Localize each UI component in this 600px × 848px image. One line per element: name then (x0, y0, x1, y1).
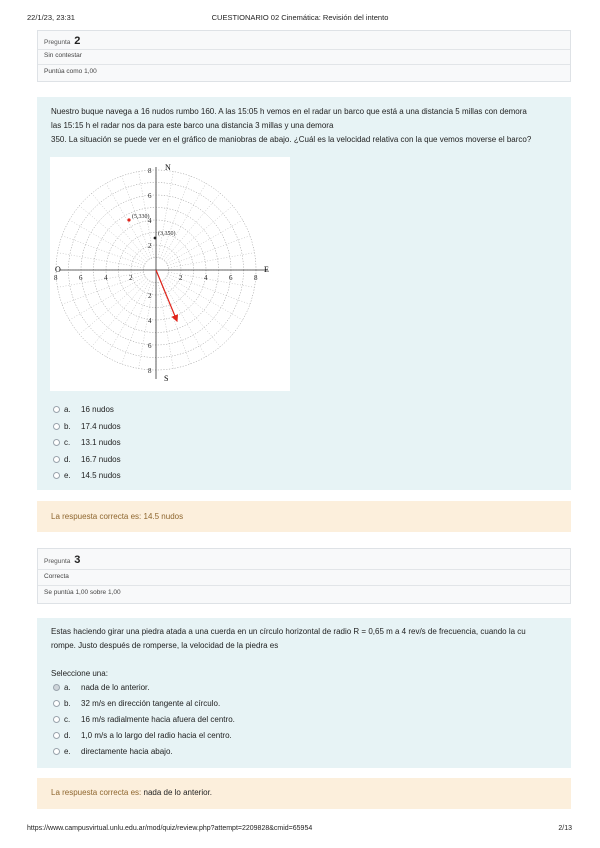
grid-spoke (139, 282, 154, 368)
grid-spoke (166, 206, 233, 262)
radio-button[interactable] (53, 700, 60, 707)
grid-spoke (164, 193, 220, 260)
radio-button[interactable] (53, 732, 60, 739)
y-tick-label: 2 (148, 292, 152, 300)
question-2-text-line-1: Nuestro buque navega a 16 nudos rumbo 160. A las 15:05 h vemos en el radar un barco que está a una distancia 5 millas con demora (51, 107, 527, 116)
page-number: 2/13 (558, 825, 572, 832)
question-2-option-d[interactable]: d. 16.7 nudos (53, 455, 121, 464)
grid-spoke (162, 183, 206, 259)
grid-spoke (106, 183, 150, 259)
east-label: E (264, 265, 269, 274)
radio-button[interactable] (53, 439, 60, 446)
grid-spoke (167, 276, 243, 320)
x-tick-label: 4 (204, 274, 208, 282)
y-tick-label: 4 (148, 217, 152, 225)
grid-spoke (160, 282, 190, 364)
radio-button[interactable] (53, 456, 60, 463)
question-3-score: Se puntúa 1,00 sobre 1,00 (44, 589, 121, 596)
question-2-option-c[interactable]: c. 13.1 nudos (53, 438, 121, 447)
grid-spoke (158, 172, 173, 258)
correct-answer-text: La respuesta correcta es: nada de lo anterior. (51, 788, 213, 797)
correct-answer-text: La respuesta correcta es: 14.5 nudos (51, 512, 184, 521)
question-3-feedback (37, 778, 571, 809)
question-2-option-b[interactable]: b. 17.4 nudos (53, 422, 121, 431)
grid-spoke (168, 253, 254, 268)
question-2-option-a[interactable]: a. 16 nudos (53, 405, 114, 414)
question-2-feedback (37, 501, 571, 532)
print-date: 22/1/23, 23:31 (27, 13, 75, 22)
y-tick-label: 8 (148, 167, 152, 175)
maneuvering-board (50, 157, 290, 391)
radio-button[interactable] (53, 716, 60, 723)
question-3-option-b[interactable]: b. 32 m/s en dirección tangente al círculo. (53, 699, 220, 708)
question-2-info (37, 30, 571, 82)
grid-spoke (92, 193, 148, 260)
question-3-status: Correcta (44, 573, 69, 580)
question-3-number: Pregunta 3 (44, 554, 81, 566)
x-tick-label: 8 (54, 274, 58, 282)
y-tick-label: 6 (148, 192, 152, 200)
y-tick-label: 2 (148, 242, 152, 250)
question-3-option-a[interactable]: a. nada de lo anterior. (53, 683, 150, 692)
x-tick-label: 6 (79, 274, 83, 282)
grid-spoke (160, 176, 190, 258)
radio-button-selected[interactable] (53, 684, 60, 691)
grid-spoke (79, 278, 146, 334)
grid-spoke (106, 281, 150, 357)
question-2-text-line-2: las 15:15 h el radar nos da para este barco una distancia 3 millas y una demora (51, 121, 334, 130)
question-3-content (37, 618, 571, 768)
west-label: O (55, 265, 61, 274)
grid-spoke (62, 236, 144, 266)
grid-spoke (69, 220, 145, 264)
grid-spoke (167, 220, 243, 264)
question-2-score: Puntúa como 1,00 (44, 68, 97, 75)
question-3-text-line-1: Estas haciendo girar una piedra atada a una cuerda en un círculo horizontal de radio R = 0,65 m a 4 rev/s de frecuencia, cuando la cu (51, 627, 526, 636)
print-title: CUESTIONARIO 02 Cinemática: Revisión del intento (211, 13, 389, 22)
radio-button[interactable] (53, 472, 60, 479)
contact-label-b: (3,350) (158, 231, 176, 237)
grid-spoke (58, 253, 144, 268)
contact-label-a: (5,330) (132, 214, 150, 220)
x-tick-label: 8 (254, 274, 258, 282)
contact-point-a (127, 218, 130, 221)
x-tick-label: 2 (129, 274, 133, 282)
radio-button[interactable] (53, 406, 60, 413)
question-3-prompt: Seleccione una: (51, 669, 108, 678)
question-2-status: Sin contestar (44, 52, 82, 59)
x-tick-label: 4 (104, 274, 108, 282)
grid-spoke (162, 281, 206, 357)
y-tick-label: 4 (148, 317, 152, 325)
south-label: S (164, 374, 169, 383)
grid-spoke (168, 236, 250, 266)
question-2-number: Pregunta 2 (44, 35, 81, 47)
y-tick-label: 8 (148, 367, 152, 375)
question-2-option-e[interactable]: e. 14.5 nudos (53, 471, 121, 480)
polar-plot (50, 157, 290, 391)
grid-spoke (164, 280, 220, 347)
question-3-info (37, 548, 571, 604)
own-ship-vector (156, 270, 177, 321)
grid-spoke (166, 278, 233, 334)
north-label: N (165, 163, 171, 172)
question-2-text-line-3: 350. La situación se puede ver en el gráfico de maniobras de abajo. ¿Cuál es la velocidad relativa con la que vemos moverse el barco? (51, 135, 532, 144)
radio-button[interactable] (53, 423, 60, 430)
question-3-option-d[interactable]: d. 1,0 m/s a lo largo del radio hacia el centro. (53, 731, 232, 740)
question-3-option-c[interactable]: c. 16 m/s radialmente hacia afuera del centro. (53, 715, 235, 724)
grid-spoke (92, 280, 148, 347)
x-tick-label: 2 (179, 274, 183, 282)
question-3-option-e[interactable]: e. directamente hacia abajo. (53, 747, 173, 756)
grid-spoke (69, 276, 145, 320)
radio-button[interactable] (53, 748, 60, 755)
y-tick-label: 6 (148, 342, 152, 350)
page-url: https://www.campusvirtual.unlu.edu.ar/mod/quiz/review.php?attempt=2209828&cmid=65954 (27, 825, 313, 832)
x-tick-label: 6 (229, 274, 233, 282)
contact-point-b (154, 237, 157, 240)
question-3-text-line-2: rompe. Justo después de romperse, la velocidad de la piedra es (51, 641, 279, 650)
